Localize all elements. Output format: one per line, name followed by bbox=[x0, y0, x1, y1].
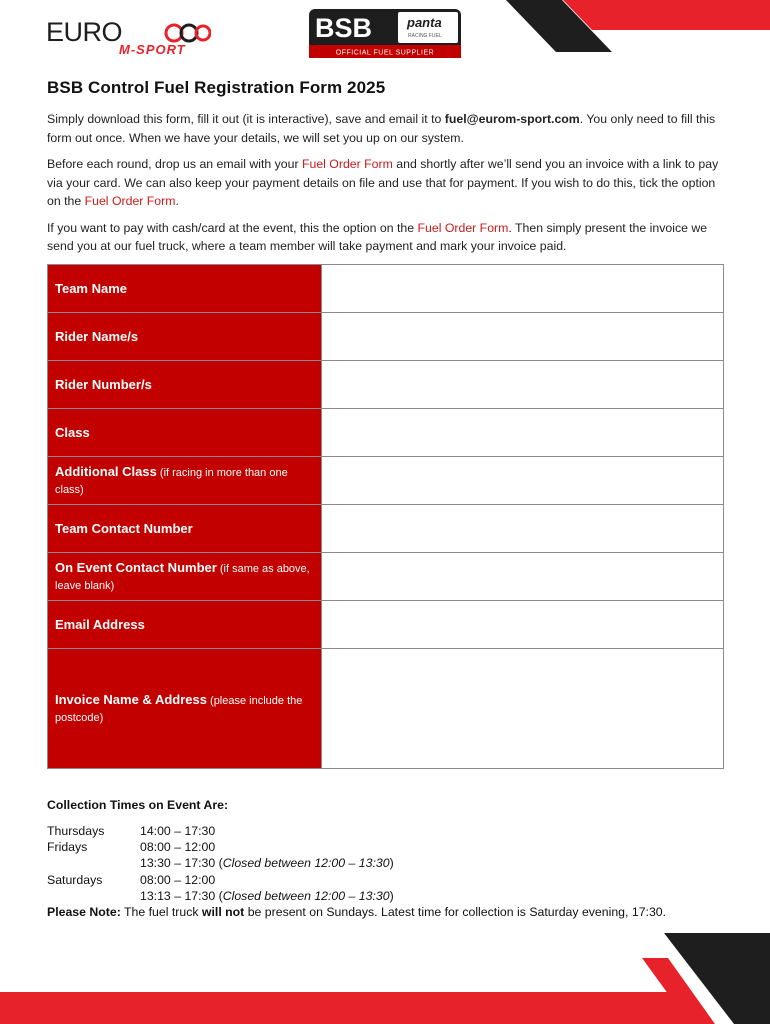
team-name-input[interactable] bbox=[322, 277, 723, 300]
email-cell bbox=[322, 601, 724, 649]
note-bold: will not bbox=[201, 905, 245, 920]
email-input[interactable] bbox=[322, 613, 723, 636]
rider-numbers-label: Rider Number/s bbox=[48, 361, 322, 409]
fuel-order-form-link-2[interactable]: Fuel Order Form bbox=[84, 194, 176, 208]
team-contact-input[interactable] bbox=[322, 517, 723, 540]
fuel-order-form-link[interactable]: Fuel Order Form bbox=[301, 157, 393, 171]
times-time: 08:00 – 12:00 bbox=[140, 840, 216, 855]
form-row-team-contact bbox=[48, 505, 724, 553]
team-contact-label: Team Contact Number bbox=[48, 505, 322, 553]
rider-numbers-cell bbox=[322, 361, 724, 409]
times-time: 08:00 – 12:00 bbox=[140, 872, 216, 887]
page-title: BSB Control Fuel Registration Form 2025 bbox=[47, 78, 386, 97]
collection-times-section bbox=[47, 798, 723, 920]
rider-names-label: Rider Name/s bbox=[48, 313, 322, 361]
rider-names-cell bbox=[322, 313, 724, 361]
times-day bbox=[47, 855, 140, 871]
class-label: Class bbox=[48, 409, 322, 457]
invoice-textarea[interactable] bbox=[322, 650, 723, 768]
note-text-a: The fuel truck bbox=[120, 905, 202, 920]
form-row-invoice bbox=[48, 649, 724, 769]
team-name-label: Team Name bbox=[48, 265, 322, 313]
event-contact-label: On Event Contact Number (if same as above, leave blank) bbox=[48, 553, 322, 601]
class-cell bbox=[322, 409, 724, 457]
panta-sub: RACING FUEL bbox=[408, 33, 442, 39]
euro-msport-logo bbox=[46, 14, 211, 58]
fuel-order-form-link-3[interactable]: Fuel Order Form bbox=[417, 220, 509, 235]
logo-rings-icon bbox=[166, 25, 210, 41]
times-day: Fridays bbox=[47, 840, 88, 855]
intro-section bbox=[47, 78, 723, 264]
form-row-class bbox=[48, 409, 724, 457]
additional-class-input[interactable] bbox=[322, 469, 723, 492]
team-name-cell bbox=[322, 265, 724, 313]
p2-text-c: . bbox=[175, 194, 179, 208]
times-day: Saturdays bbox=[47, 872, 103, 887]
additional-class-cell bbox=[322, 457, 724, 505]
times-day bbox=[47, 888, 140, 904]
rider-numbers-input[interactable] bbox=[322, 373, 723, 396]
times-time: 13:13 – 17:30 (Closed between 12:00 – 13:30) bbox=[140, 888, 394, 903]
corner-decoration-bottom bbox=[0, 930, 770, 1024]
p2-text-b: and shortly after we’ll send you an invoice with a link to pay via your card. We can also keep your payment details on file and use that for payment. If you wish to do this, tick the option on the bbox=[47, 157, 719, 208]
p1-text-a: Simply download this form, fill it out (it is interactive), save and email it to bbox=[47, 112, 445, 126]
bsb-tag: OFFICIAL FUEL SUPPLIER bbox=[335, 49, 435, 57]
p1-text-b: . You only need to fill this form out once. When we have your details, we will set you up on our system. bbox=[47, 112, 716, 145]
note-text-b: be present on Sundays. Latest time for collection is Saturday evening, 17:30. bbox=[244, 905, 667, 920]
form-row-rider-names bbox=[48, 313, 724, 361]
bsb-word: BSB bbox=[315, 13, 373, 43]
additional-class-label: Additional Class (if racing in more than one class) bbox=[48, 457, 322, 505]
registration-form bbox=[47, 264, 724, 769]
email-label: Email Address bbox=[48, 601, 322, 649]
deco-bottom-red-bar bbox=[0, 992, 690, 1024]
event-contact-input[interactable] bbox=[322, 565, 723, 588]
intro-paragraph-3 bbox=[47, 219, 723, 256]
note-label: Please Note: bbox=[47, 905, 121, 920]
invoice-label: Invoice Name & Address (please include the postcode) bbox=[48, 649, 322, 769]
times-time: 14:00 – 17:30 bbox=[140, 824, 216, 838]
event-contact-cell bbox=[322, 553, 724, 601]
invoice-cell bbox=[322, 649, 724, 769]
p3-text-a: If you want to pay with cash/card at the event, this the option on the bbox=[47, 220, 418, 235]
event-contact-hint: (if same as above, leave blank) bbox=[55, 562, 310, 592]
additional-class-hint: (if racing in more than one class) bbox=[55, 466, 288, 496]
collection-times-list bbox=[47, 823, 723, 904]
sunday-note bbox=[47, 904, 723, 920]
invoice-hint: (please include the postcode) bbox=[55, 694, 303, 724]
deco-red-stripe bbox=[563, 0, 770, 30]
bsb-panta-logo bbox=[309, 9, 461, 58]
logo-msport-word: M-SPORT bbox=[119, 42, 186, 57]
class-input[interactable] bbox=[322, 421, 723, 444]
logo-euro-word: EURO bbox=[46, 17, 123, 47]
team-contact-cell bbox=[322, 505, 724, 553]
fuel-email-address: fuel@eurom-sport.com bbox=[444, 112, 580, 126]
intro-paragraph-1 bbox=[47, 110, 723, 147]
form-row-email bbox=[48, 601, 724, 649]
p3-text-b: . Then simply present the invoice we send you at our fuel truck, where a team member will take payment and mark your invoice paid. bbox=[47, 220, 708, 253]
form-row-rider-numbers bbox=[48, 361, 724, 409]
form-row-event-contact bbox=[48, 553, 724, 601]
form-row-team-name bbox=[48, 265, 724, 313]
intro-paragraph-2 bbox=[47, 155, 723, 211]
times-time: 13:30 – 17:30 (Closed between 12:00 – 13:30) bbox=[140, 856, 394, 871]
panta-word: panta bbox=[407, 15, 442, 30]
rider-names-input[interactable] bbox=[322, 325, 723, 348]
times-day: Thursdays bbox=[47, 824, 105, 838]
collection-heading: Collection Times on Event Are: bbox=[47, 798, 229, 812]
form-row-additional-class bbox=[48, 457, 724, 505]
p2-text-a: Before each round, drop us an email with your bbox=[47, 157, 302, 171]
